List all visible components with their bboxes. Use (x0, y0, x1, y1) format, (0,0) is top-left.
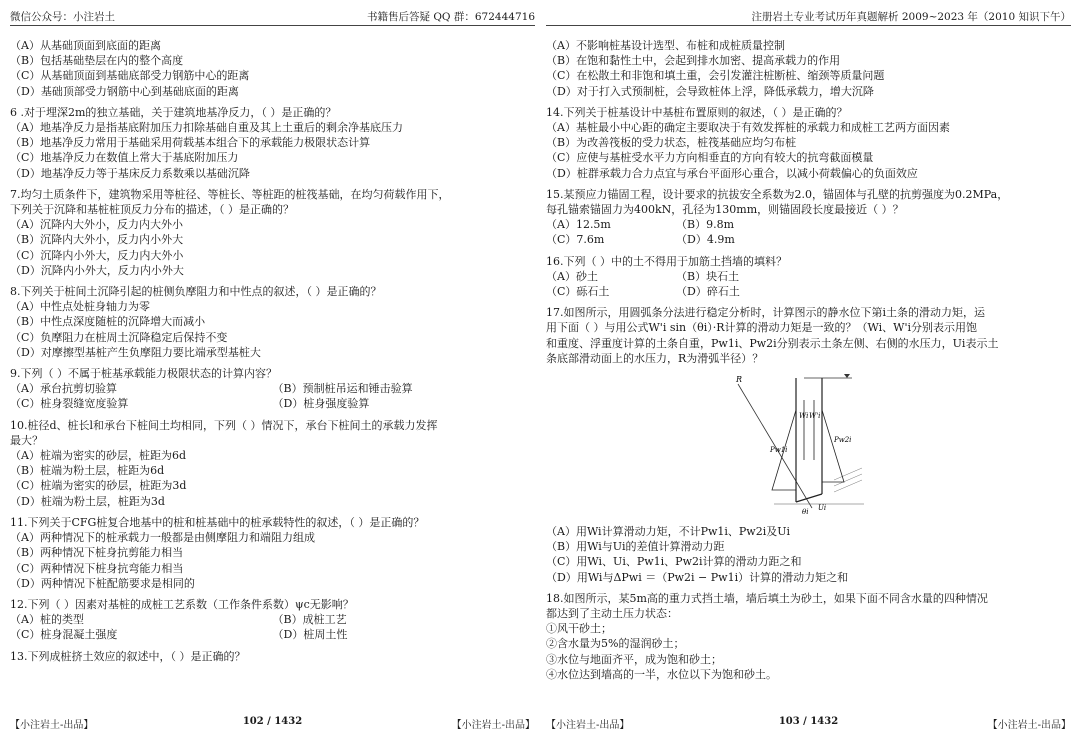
question-stem: 条底部滑动面上的水压力，R为滑弧半径）？ (546, 351, 764, 365)
question-6 (10, 105, 535, 181)
option-row (10, 381, 535, 396)
question-stem: 14.下列关于桩基设计中基桩布置原则的叙述，（ ）是正确的？ (546, 105, 848, 119)
option: （C）在松散土和非饱和填土重，会引发灌注桩断桩、缩颈等质量问题 (546, 69, 885, 83)
label-Pw2i: Pw2i (833, 436, 851, 445)
option: （D）对于打入式预制桩，会导致桩体上浮，降低承载力，增大沉降 (546, 84, 874, 98)
option-row (10, 612, 535, 627)
question-12 (10, 597, 535, 643)
option: （B）为改善筏板的受力状态，桩筏基础应均匀布桩 (546, 136, 797, 150)
option: （C）桩身混凝土强度 (10, 628, 118, 642)
option-row (546, 269, 806, 284)
label-Wpi: W'i (808, 412, 820, 421)
option: （D）沉降内小外大，反力内小外大 (10, 263, 184, 277)
option: （C）从基础顶面到基础底部受力钢筋中心的距离 (10, 69, 250, 83)
option: （B）在饱和黏性土中，会起到排水加密、提高承载力的作用 (546, 54, 841, 68)
pressure-triangle-right (822, 410, 844, 482)
option: （D）桩端为粉土层，桩距为3d (10, 494, 165, 508)
question-stem: 8.下列关于桩间土沉降引起的桩侧负摩阻力和中性点的叙述，（ ）是正确的？ (10, 285, 382, 299)
option: （A）从基础顶面到底面的距离 (10, 39, 161, 52)
footer-right-text: 【小注岩土-出品】 (451, 720, 535, 731)
page-footer (10, 716, 535, 730)
hatch-line (834, 474, 862, 486)
slice-base (796, 494, 822, 502)
option: （B）两种情况下桩身抗剪能力相当 (10, 546, 184, 560)
page-number: 103 / 1432 (778, 716, 839, 727)
option: （B）桩端为粉土层，桩距为6d (10, 464, 165, 478)
page-content (546, 38, 1071, 688)
label-R: R (735, 375, 742, 385)
question-15 (546, 187, 1071, 248)
option: （A）两种情况下的桩承载力一般都是由侧摩阻力和端阻力组成 (10, 531, 315, 545)
option: （A）12.5m (546, 218, 611, 232)
question-stem: 每孔锚索锚固力为400kN，孔径为130mm，则锚固段长度最接近（ ）？ (546, 203, 904, 217)
option: （C）用Wi、Ui、Pw1i、Pw2i计算的滑动力距之和 (546, 555, 802, 569)
question-7 (10, 187, 535, 278)
option: （D）地基净反力等于基床反力系数乘以基础沉降 (10, 166, 250, 180)
slice-diagram (734, 370, 884, 520)
option: （C）负摩阻力在桩周土沉降稳定后保持不变 (10, 330, 228, 344)
label-Pw1i: Pw1i (769, 446, 787, 455)
question-stem: 6 .对于埋深2m的独立基础，关于建筑地基净反力，（ ）是正确的？ (10, 105, 337, 119)
list-item: ①风干砂土； (546, 622, 612, 636)
option: （C）砾石土 (546, 285, 610, 299)
option: （A）承台抗剪切验算 (10, 382, 117, 396)
question-18 (546, 591, 1071, 682)
option: （A）砂土 (546, 269, 598, 283)
list-item: ④水位达到墙高的一半，水位以下为饱和砂土。 (546, 667, 777, 681)
label-Wi: Wi (798, 412, 808, 421)
page-footer (546, 716, 1071, 730)
option: （D）用Wi与ΔPwi ＝（Pw2i − Pw1i）计算的滑动力矩之和 (546, 570, 849, 584)
option: （B）地基净反力常用于基础采用荷载基本组合下的承载能力极限状态计算 (10, 136, 371, 150)
option: （C）桩端为密实的砂层，桩距为3d (10, 479, 187, 493)
list-item: ②含水量为5%的湿润砂土； (546, 637, 685, 651)
water-level-marker-icon (844, 374, 850, 378)
option: （D）两种情况下桩配筋要求是相同的 (10, 576, 195, 590)
option: （C）7.6m (546, 233, 605, 247)
option: （A）桩的类型 (10, 613, 84, 627)
option: （C）桩身裂缝宽度验算 (10, 397, 129, 411)
left-page (10, 0, 535, 738)
option: （C）地基净反力在数值上常大于基底附加压力 (10, 151, 239, 165)
page-number: 102 / 1432 (242, 716, 303, 727)
list-item: ③水位与地面齐平，成为饱和砂土； (546, 652, 722, 666)
question-stem: 最大？ (10, 433, 43, 447)
option: （A）沉降内大外小，反力内大外小 (10, 218, 183, 232)
option: （D）4.9m (676, 233, 735, 247)
option: （D）桩周土性 (272, 628, 348, 642)
option-row (546, 284, 806, 299)
question-stem: 15.某预应力锚固工程，设计要求的抗拔安全系数为2.0，锚固体与孔壁的抗剪强度为0.2MPa， (546, 187, 1009, 201)
question-stem: 下列关于沉降和基桩桩顶反力分布的描述，（ ）是正确的？ (10, 203, 294, 217)
question-13 (10, 649, 535, 664)
question-14 (546, 105, 1071, 181)
label-Ui: Ui (817, 504, 826, 513)
option-row (10, 396, 535, 411)
header-right-text: 注册岩土专业考试历年真题解析 2009~2023 年（2010 知识下午） (751, 11, 1071, 23)
option-row (546, 217, 806, 232)
question-13-options (546, 38, 1071, 99)
option: （B）9.8m (676, 218, 735, 232)
option: （A）用Wi计算滑动力矩，不计Pw1i、Pw2i及Ui (546, 525, 791, 539)
option: （B）成桩工艺 (272, 613, 347, 627)
option: （C）应使与基桩受水平力方向相垂直的方向有较大的抗弯截面模量 (546, 151, 874, 165)
question-10 (10, 418, 535, 509)
option: （B）预制桩吊运和锤击验算 (272, 382, 413, 396)
question-stem: 12.下列（ ）因素对基桩的成桩工艺系数（工作条件系数）ψc无影响？ (10, 597, 354, 611)
question-stem: 9.下列（ ）不属于桩基承载能力极限状态的计算内容？ (10, 367, 277, 381)
option: （A）中性点处桩身轴力为零 (10, 300, 150, 314)
page-header (546, 8, 1071, 26)
header-left-text: 微信公众号：小注岩土 (10, 11, 115, 23)
footer-right-text: 【小注岩土-出品】 (987, 720, 1071, 731)
question-stem: 都达到了主动土压力状态： (546, 607, 678, 621)
page-content (10, 38, 535, 670)
footer-left-text: 【小注岩土-出品】 (546, 720, 630, 731)
header-right-text: 书籍售后答疑 QQ 群：672444716 (366, 11, 535, 23)
hatch-line (834, 468, 862, 480)
question-stem: 和重度、浮重度计算的土条自重，Pw1i、Pw2i分别表示土条左侧、右侧的水压力，Ui表示土 (546, 336, 999, 350)
question-16 (546, 254, 1071, 300)
label-theta: θi (801, 508, 808, 517)
question-stem: 用下面（ ）与用公式W'i sin（θi）·R计算的滑动力矩是一致的？（Wi、W'i分别表示用饱 (546, 321, 977, 335)
question-stem: 11.下列关于CFG桩复合地基中的桩和桩基础中的桩承载特性的叙述，（ ）是正确的？ (10, 515, 425, 529)
option: （A）桩端为密实的砂层，桩距为6d (10, 449, 186, 463)
question-stem: 16.下列（ ）中的土不得用于加筋土挡墙的填料？ (546, 254, 787, 268)
option: （D）基础顶部受力钢筋中心到基础底面的距离 (10, 84, 239, 98)
option: （B）中性点深度随桩的沉降增大而减小 (10, 315, 206, 329)
question-17 (546, 305, 1071, 585)
option: （A）基桩最小中心距的确定主要取决于有效发挥桩的承载力和成桩工艺两方面因素 (546, 121, 950, 135)
option: （D）桩群承载力合力点宜与承台平面形心重合，以减小荷载偏心的负面效应 (546, 166, 918, 180)
option: （B）块石土 (676, 269, 740, 283)
option: （D）碎石土 (676, 285, 740, 299)
page-header (10, 8, 535, 26)
question-stem: 10.桩径d、桩长l和承台下桩间土均相同，下列（ ）情况下，承台下桩间土的承载力发挥 (10, 418, 438, 432)
option: （B）包括基础垫层在内的整个高度 (10, 54, 184, 68)
footer-left-text: 【小注岩土-出品】 (10, 720, 94, 731)
question-stem: 13.下列成桩挤土效应的叙述中，（ ）是正确的？ (10, 649, 246, 663)
option: （C）沉降内小外大，反力内大外小 (10, 248, 184, 262)
question-11 (10, 515, 535, 591)
question-stem: 17.如图所示，用圆弧条分法进行稳定分析时，计算图示的静水位下第i土条的滑动力矩，运 (546, 306, 986, 320)
question-8 (10, 284, 535, 360)
option: （D）对摩擦型基桩产生负摩阻力要比端承型基桩大 (10, 345, 261, 359)
question-5-options (10, 38, 535, 99)
option: （B）沉降内大外小，反力内小外大 (10, 233, 184, 247)
question-stem: 18.如图所示，某5m高的重力式挡土墙，墙后填土为砂土，如果下面不同含水量的四种情况 (546, 591, 988, 605)
option: （D）桩身强度验算 (272, 397, 370, 411)
right-page (546, 0, 1071, 738)
question-9 (10, 366, 535, 412)
option-row (546, 232, 806, 247)
question-stem: 7.均匀土质条件下，建筑物采用等桩径、等桩长、等桩距的桩筏基础，在均匀荷载作用下， (10, 187, 450, 201)
option: （A）不影响桩基设计选型、布桩和成桩质量控制 (546, 39, 785, 52)
option-row (10, 627, 535, 642)
option: （C）两种情况下桩身抗弯能力相当 (10, 561, 184, 575)
option: （B）用Wi与Ui的差值计算滑动力距 (546, 540, 725, 554)
option: （A）地基净反力是指基底附加压力扣除基础自重及其上土重后的剩余净基底压力 (10, 121, 403, 135)
